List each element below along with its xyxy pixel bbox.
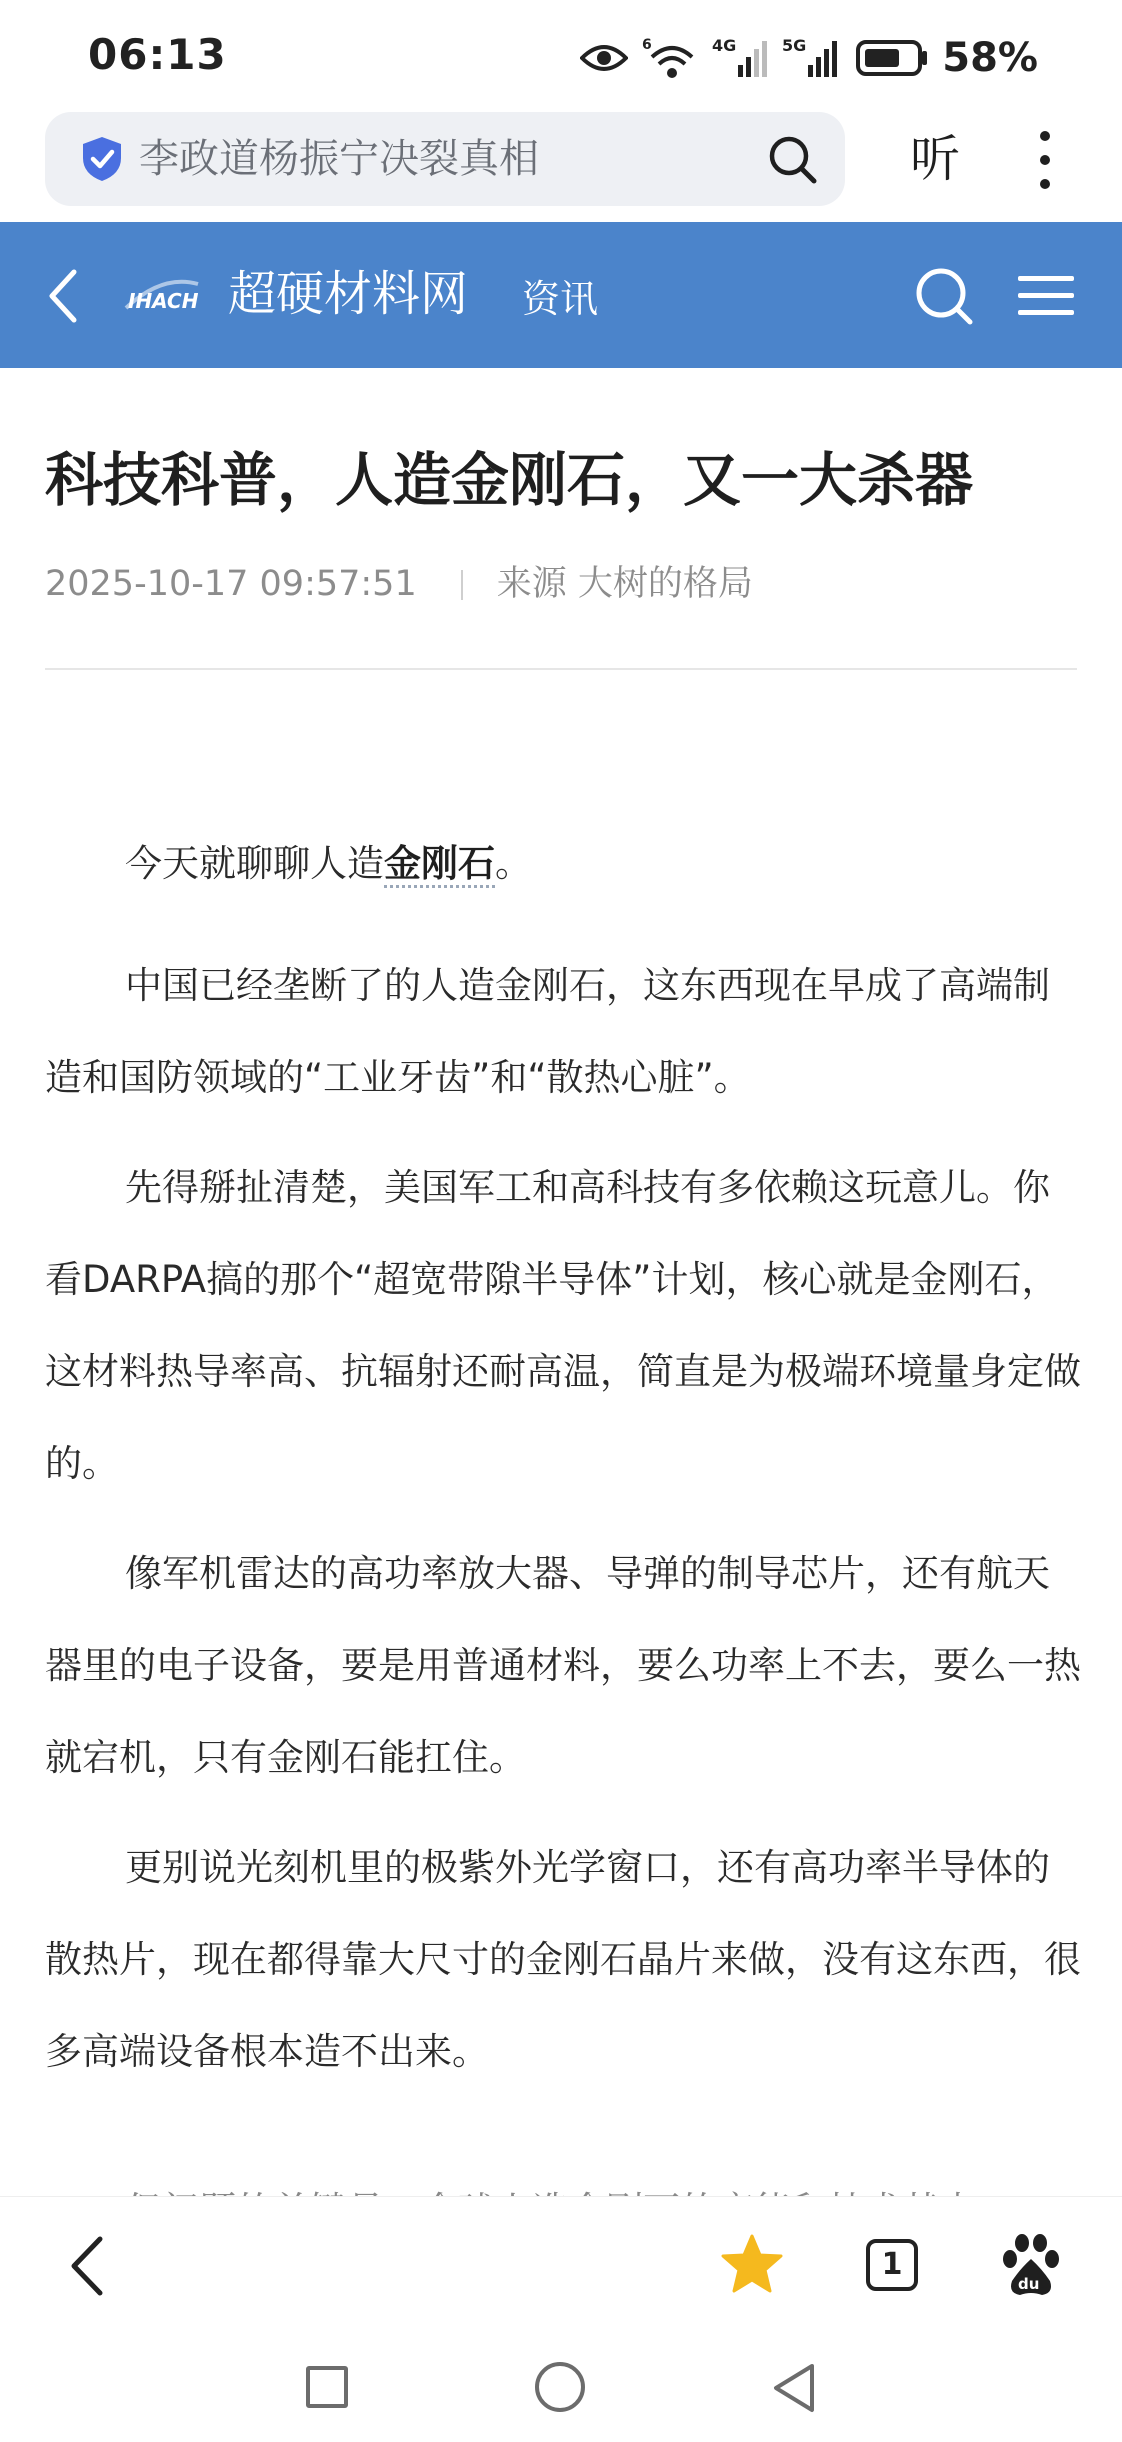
sim1-label: 4G	[712, 36, 737, 55]
bottom-toolbar	[0, 2196, 1122, 2327]
search-input[interactable]: 李政道杨振宁决裂真相	[139, 136, 539, 182]
meta-separator	[461, 570, 463, 600]
article-meta	[45, 556, 753, 612]
nav-back-icon[interactable]	[768, 2360, 818, 2416]
site-name[interactable]: 超硬材料网	[228, 266, 469, 322]
divider	[45, 668, 1077, 670]
article-source: 来源 大树的格局	[496, 564, 753, 604]
shield-icon	[77, 134, 127, 184]
signal-5g-icon	[782, 35, 842, 81]
search-icon[interactable]	[765, 132, 819, 186]
site-header	[0, 222, 1122, 368]
system-nav-bar	[0, 2326, 1122, 2442]
header-search-icon[interactable]	[912, 264, 976, 328]
back-arrow-icon[interactable]	[40, 264, 88, 328]
status-icons	[580, 30, 1038, 86]
menu-icon[interactable]	[1016, 272, 1076, 320]
paragraph-text: 今天就聊聊人造	[125, 842, 384, 885]
paragraph	[45, 818, 1085, 910]
status-time: 06:13	[88, 30, 227, 79]
site-logo-text: IHACH	[128, 289, 199, 313]
more-vertical-icon[interactable]	[1028, 128, 1062, 192]
tabs-button[interactable]: 1	[866, 2239, 918, 2291]
battery-percent: 58%	[942, 35, 1038, 81]
baidu-paw-icon[interactable]	[1000, 2233, 1062, 2299]
recents-icon[interactable]	[306, 2366, 348, 2408]
article-body	[45, 818, 1085, 2116]
baidu-label: du	[1018, 2275, 1040, 2293]
search-bar[interactable]	[45, 112, 845, 206]
paragraph: 像军机雷达的高功率放大器、导弹的制导芯片，还有航天器里的电子设备，要是用普通材料，要么功率上不去，要么一热就宕机，只有金刚石能扛住。	[45, 1552, 1081, 1779]
sim2-label: 5G	[782, 36, 807, 55]
paragraph: 中国已经垄断了的人造金刚石，这东西现在早成了高端制造和国防领域的“工业牙齿”和“散热心脏”。	[45, 964, 1050, 1099]
listen-button[interactable]: 听	[910, 130, 960, 188]
signal-4g-icon	[712, 35, 768, 81]
battery-icon	[856, 39, 928, 77]
paragraph: 更别说光刻机里的极紫外光学窗口，还有高功率半导体的散热片，现在都得靠大尺寸的金刚石晶片来做，没有这东西，很多高端设备根本造不出来。	[45, 1846, 1081, 2073]
paragraph-text: 。	[495, 842, 532, 885]
back-icon[interactable]	[64, 2233, 112, 2299]
site-section-label[interactable]: 资讯	[522, 277, 599, 321]
wifi-label: 6	[642, 37, 652, 53]
eye-icon	[580, 42, 628, 74]
star-icon[interactable]	[720, 2233, 784, 2295]
site-logo[interactable]	[122, 268, 202, 324]
home-icon[interactable]	[535, 2362, 585, 2412]
wifi-icon	[642, 35, 698, 81]
article-title: 科技科普，人造金刚石，又一大杀器	[45, 446, 974, 514]
article-date: 2025-10-17 09:57:51	[45, 564, 417, 604]
status-bar	[0, 0, 1122, 110]
keyword-link[interactable]: 金刚石	[384, 842, 495, 888]
paragraph: 先得掰扯清楚，美国军工和高科技有多依赖这玩意儿。你看DARPA搞的那个“超宽带隙半导体”计划，核心就是金刚石，这材料热导率高、抗辐射还耐高温，简直是为极端环境量身定做的。	[45, 1166, 1081, 1485]
